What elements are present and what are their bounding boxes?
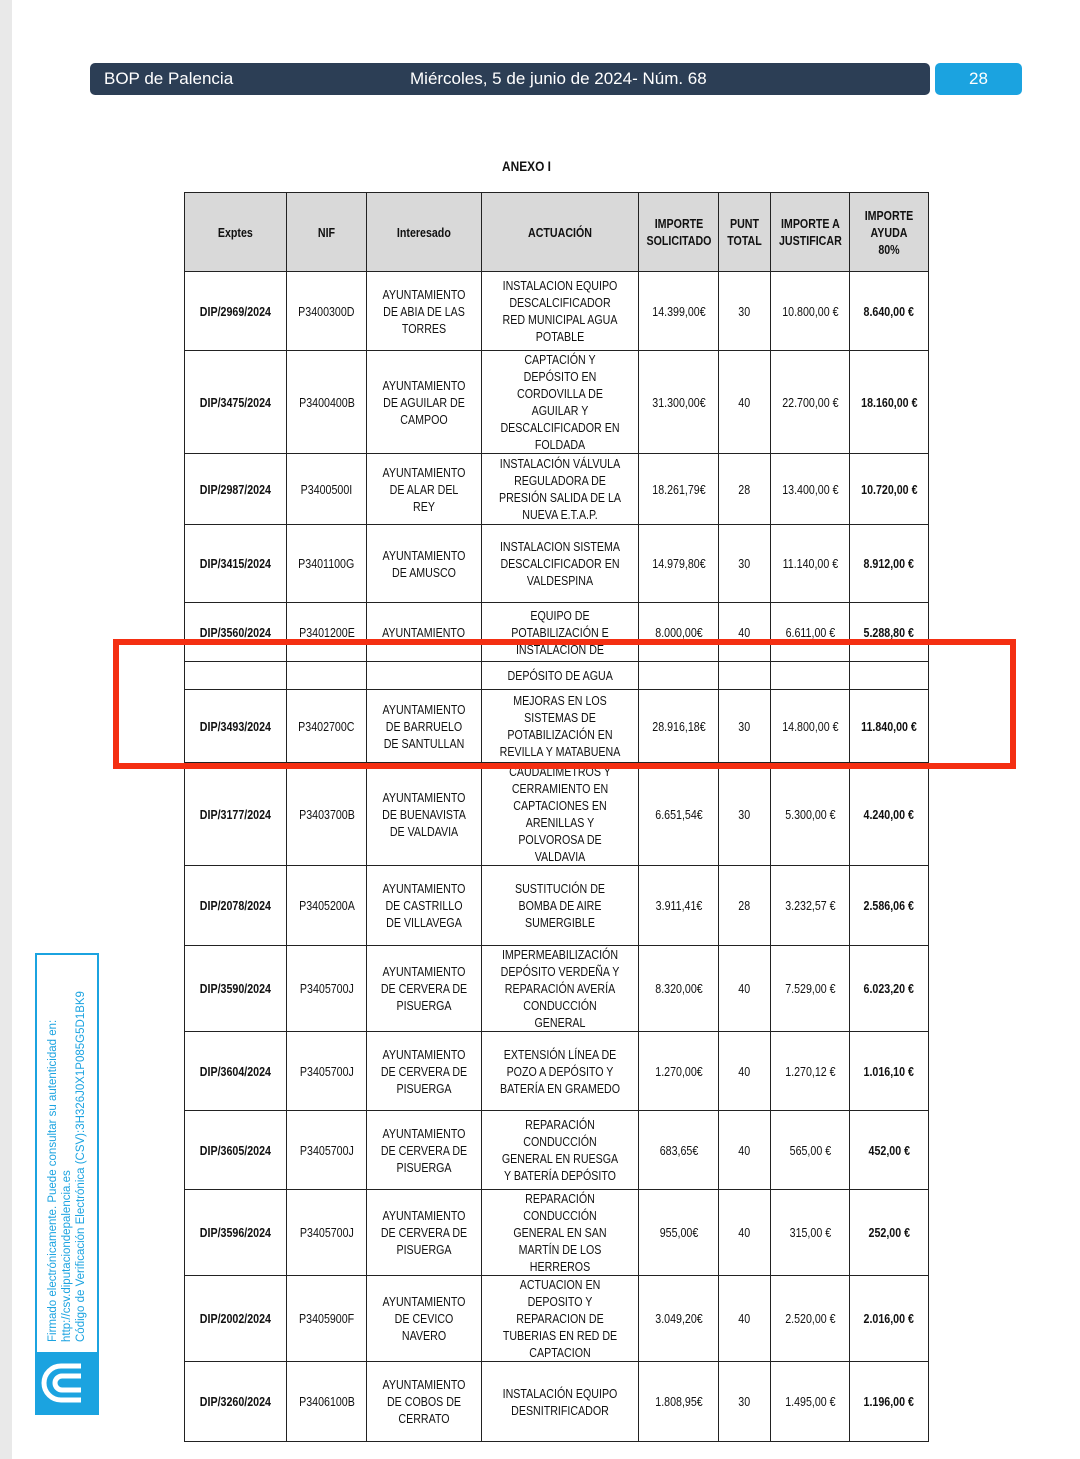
importe-solicitado-cell: 28.916,18€ (639, 690, 719, 763)
actuacion-cell: EXTENSIÓN LÍNEA DE POZO A DEPÓSITO Y BATERÍA EN GRAMEDO (482, 1032, 639, 1111)
actuacion-cell: INSTALACION SISTEMA DESCALCIFICADOR EN VALDESPINA (482, 525, 639, 603)
col-header-actuacion: ACTUACIÓN (482, 193, 639, 272)
importe-ayuda-cell: 252,00 € (850, 1190, 929, 1276)
importe-solicitado-cell: 8.320,00€ (639, 946, 719, 1032)
expte-cell: DIP/3560/2024 (185, 603, 287, 662)
page-number-badge (935, 63, 1022, 95)
importe-justificar-cell: 7.529,00 € (771, 946, 850, 1032)
importe-justificar-cell: 22.700,00 € (771, 351, 850, 454)
col-header-importe-ayuda: IMPORTE AYUDA 80% (850, 193, 929, 272)
importe-solicitado-cell: 14.979,80€ (639, 525, 719, 603)
annex-title: ANEXO I (502, 158, 551, 174)
nif-cell: P3400300D (287, 272, 367, 351)
importe-justificar-cell: 13.400,00 € (771, 454, 850, 525)
page-left-edge (0, 0, 12, 1459)
expte-cell: DIP/2969/2024 (185, 272, 287, 351)
interesado-cell: AYUNTAMIENTO DE BUENAVISTA DE VALDAVIA (367, 763, 482, 866)
importe-ayuda-cell: 5.288,80 € (850, 603, 929, 662)
expte-cell: DIP/2078/2024 (185, 866, 287, 946)
importe-justificar-cell: 5.300,00 € (771, 763, 850, 866)
stamp-line-1: Firmado electrónicamente. Puede consultar su autenticidad en: (47, 1019, 59, 1342)
actuacion-cell: DEPÓSITO DE AGUA (482, 662, 639, 690)
csv-verification-text (46, 952, 88, 1342)
importe-solicitado-cell: 14.399,00€ (639, 272, 719, 351)
table-row (185, 1032, 929, 1111)
nif-cell: P3400400B (287, 351, 367, 454)
interesado-cell: AYUNTAMIENTO DE CERVERA DE PISUERGA (367, 1111, 482, 1190)
actuacion-cell: ACTUACION EN DEPOSITO Y REPARACION DE TUBERIAS EN RED DE CAPTACION (482, 1276, 639, 1362)
expte-cell: DIP/3177/2024 (185, 763, 287, 866)
nif-cell: P3406100B (287, 1362, 367, 1442)
expte-cell: DIP/3590/2024 (185, 946, 287, 1032)
nif-cell: P3403700B (287, 763, 367, 866)
actuacion-cell: REPARACIÓN CONDUCCIÓN GENERAL EN SAN MARTÍN DE LOS HERREROS (482, 1190, 639, 1276)
interesado-cell: AYUNTAMIENTO DE CASTRILLO DE VILLAVEGA (367, 866, 482, 946)
table-row (185, 1190, 929, 1276)
punt-total-cell: 30 (719, 763, 771, 866)
highlight-box (113, 639, 1016, 769)
punt-total-cell: 30 (719, 525, 771, 603)
importe-ayuda-cell: 6.023,20 € (850, 946, 929, 1032)
col-header-importe-justificar: IMPORTE A JUSTIFICAR (771, 193, 850, 272)
interesado-cell: AYUNTAMIENTO DE ALAR DEL REY (367, 454, 482, 525)
importe-solicitado-cell: 31.300,00€ (639, 351, 719, 454)
importe-justificar-cell: 565,00 € (771, 1111, 850, 1190)
interesado-cell: AYUNTAMIENTO DE AMUSCO (367, 525, 482, 603)
importe-ayuda-cell: 452,00 € (850, 1111, 929, 1190)
importe-justificar-cell: 1.270,12 € (771, 1032, 850, 1111)
punt-total-cell: 40 (719, 351, 771, 454)
actuacion-cell: INSTALACIÓN VÁLVULA REGULADORA DE PRESIÓN SALIDA DE LA NUEVA E.T.A.P. (482, 454, 639, 525)
actuacion-cell: INSTALACIÓN EQUIPO DESNITRIFICADOR (482, 1362, 639, 1442)
importe-justificar-cell: 3.232,57 € (771, 866, 850, 946)
importe-justificar-cell: 11.140,00 € (771, 525, 850, 603)
punt-total-cell: 40 (719, 946, 771, 1032)
expte-cell: DIP/3493/2024 (185, 690, 287, 763)
table-row (185, 454, 929, 525)
nif-cell: P3400500I (287, 454, 367, 525)
nif-cell: P3405700J (287, 1111, 367, 1190)
importe-ayuda-cell: 1.196,00 € (850, 1362, 929, 1442)
nif-cell: P3401200E (287, 603, 367, 662)
interesado-cell: AYUNTAMIENTO DE BARRUELO DE SANTULLAN (367, 690, 482, 763)
expte-cell: DIP/2987/2024 (185, 454, 287, 525)
actuacion-cell: EQUIPO DE POTABILIZACIÓN E INSTALACIÓN DE (482, 603, 639, 662)
importe-ayuda-cell: 2.586,06 € (850, 866, 929, 946)
table-row (185, 1276, 929, 1362)
importe-ayuda-cell: 11.840,00 € (850, 690, 929, 763)
col-header-importe-solicitado: IMPORTE SOLICITADO (639, 193, 719, 272)
importe-justificar-cell: 315,00 € (771, 1190, 850, 1276)
punt-total-cell: 40 (719, 1032, 771, 1111)
interesado-cell: AYUNTAMIENTO (367, 603, 482, 662)
interesado-cell: AYUNTAMIENTO DE CERVERA DE PISUERGA (367, 946, 482, 1032)
actuacion-cell: REPARACIÓN CONDUCCIÓN GENERAL EN RUESGA Y BATERÍA DEPÓSITO (482, 1111, 639, 1190)
punt-total-cell: 30 (719, 690, 771, 763)
interesado-cell: AYUNTAMIENTO DE CEVICO NAVERO (367, 1276, 482, 1362)
punt-total-cell: 40 (719, 603, 771, 662)
importe-ayuda-cell: 18.160,00 € (850, 351, 929, 454)
interesado-cell: AYUNTAMIENTO DE CERVERA DE PISUERGA (367, 1190, 482, 1276)
punt-total-cell: 30 (719, 1362, 771, 1442)
nif-cell: P3405200A (287, 866, 367, 946)
table-row (185, 1111, 929, 1190)
col-header-exptes: Exptes (185, 193, 287, 272)
importe-ayuda-cell: 8.912,00 € (850, 525, 929, 603)
nif-cell: P3402700C (287, 690, 367, 763)
punt-total-cell: 28 (719, 866, 771, 946)
importe-justificar-cell: 14.800,00 € (771, 690, 850, 763)
importe-ayuda-cell: 10.720,00 € (850, 454, 929, 525)
actuacion-cell: CAPTACIÓN Y DEPÓSITO EN CORDOVILLA DE AGUILAR Y DESCALCIFICADOR EN FOLDADA (482, 351, 639, 454)
grants-table (184, 192, 929, 1442)
nif-cell: P3401100G (287, 525, 367, 603)
importe-ayuda-cell: 1.016,10 € (850, 1032, 929, 1111)
importe-solicitado-cell: 1.270,00€ (639, 1032, 719, 1111)
importe-solicitado-cell: 3.911,41€ (639, 866, 719, 946)
expte-cell: DIP/2002/2024 (185, 1276, 287, 1362)
punt-total-cell: 30 (719, 272, 771, 351)
expte-cell: DIP/3260/2024 (185, 1362, 287, 1442)
importe-ayuda-cell: 4.240,00 € (850, 763, 929, 866)
importe-solicitado-cell: 1.808,95€ (639, 1362, 719, 1442)
importe-solicitado-cell: 8.000,00€ (639, 603, 719, 662)
importe-solicitado-cell: 6.651,54€ (639, 763, 719, 866)
col-header-punt-total: PUNT TOTAL (719, 193, 771, 272)
actuacion-cell: MEJORAS EN LOS SISTEMAS DE POTABILIZACIÓN EN REVILLA Y MATABUENA (482, 690, 639, 763)
importe-solicitado-cell: 18.261,79€ (639, 454, 719, 525)
expte-cell: DIP/3415/2024 (185, 525, 287, 603)
importe-ayuda-cell: 8.640,00 € (850, 272, 929, 351)
importe-justificar-cell: 2.520,00 € (771, 1276, 850, 1362)
table-row (185, 272, 929, 351)
nif-cell: P3405700J (287, 946, 367, 1032)
stamp-line-2: http://csv.diputaciondepalencia.es (61, 1170, 73, 1342)
importe-justificar-cell: 6.611,00 € (771, 603, 850, 662)
interesado-cell: AYUNTAMIENTO DE COBOS DE CERRATO (367, 1362, 482, 1442)
expte-cell: DIP/3605/2024 (185, 1111, 287, 1190)
actuacion-cell: SUSTITUCIÓN DE BOMBA DE AIRE SUMERGIBLE (482, 866, 639, 946)
punt-total-cell: 40 (719, 1190, 771, 1276)
table-row (185, 763, 929, 866)
bulletin-header (90, 63, 930, 95)
expte-cell: DIP/3596/2024 (185, 1190, 287, 1276)
table-header-row (185, 193, 929, 272)
nif-cell: P3405700J (287, 1032, 367, 1111)
actuacion-cell: IMPERMEABILIZACIÓN DEPÓSITO VERDEÑA Y REPARACIÓN AVERÍA CONDUCCIÓN GENERAL (482, 946, 639, 1032)
importe-solicitado-cell: 3.049,20€ (639, 1276, 719, 1362)
nif-cell: P3405900F (287, 1276, 367, 1362)
table-row (185, 946, 929, 1032)
importe-solicitado-cell: 955,00€ (639, 1190, 719, 1276)
interesado-cell: AYUNTAMIENTO DE ABIA DE LAS TORRES (367, 272, 482, 351)
col-header-interesado: Interesado (367, 193, 482, 272)
actuacion-cell: INSTALACION EQUIPO DESCALCIFICADOR RED MUNICIPAL AGUA POTABLE (482, 272, 639, 351)
table-row (185, 351, 929, 454)
interesado-cell: AYUNTAMIENTO DE AGUILAR DE CAMPOO (367, 351, 482, 454)
table-row (185, 1362, 929, 1442)
expte-cell: DIP/3604/2024 (185, 1032, 287, 1111)
col-header-nif: NIF (287, 193, 367, 272)
nif-cell: P3405700J (287, 1190, 367, 1276)
punt-total-cell: 40 (719, 1276, 771, 1362)
issue-date: Miércoles, 5 de junio de 2024- Núm. 68 (410, 69, 707, 88)
importe-solicitado-cell: 683,65€ (639, 1111, 719, 1190)
table-row (185, 866, 929, 946)
punt-total-cell: 40 (719, 1111, 771, 1190)
page-number: 28 (969, 69, 988, 88)
importe-ayuda-cell: 2.016,00 € (850, 1276, 929, 1362)
importe-justificar-cell: 10.800,00 € (771, 272, 850, 351)
expte-cell: DIP/3475/2024 (185, 351, 287, 454)
table-row (185, 525, 929, 603)
publication-name: BOP de Palencia (104, 69, 234, 88)
interesado-cell: AYUNTAMIENTO DE CERVERA DE PISUERGA (367, 1032, 482, 1111)
punt-total-cell: 28 (719, 454, 771, 525)
stamp-line-3: Código de Verificación Electrónica (CSV):3H326J0X1P085G5D1BK9 (75, 991, 87, 1342)
actuacion-cell: CAUDALIMETROS Y CERRAMIENTO EN CAPTACIONES EN ARENILLAS Y POLVOROSA DE VALDAVIA (482, 763, 639, 866)
importe-justificar-cell: 1.495,00 € (771, 1362, 850, 1442)
diputacion-logo-icon (35, 1352, 99, 1414)
